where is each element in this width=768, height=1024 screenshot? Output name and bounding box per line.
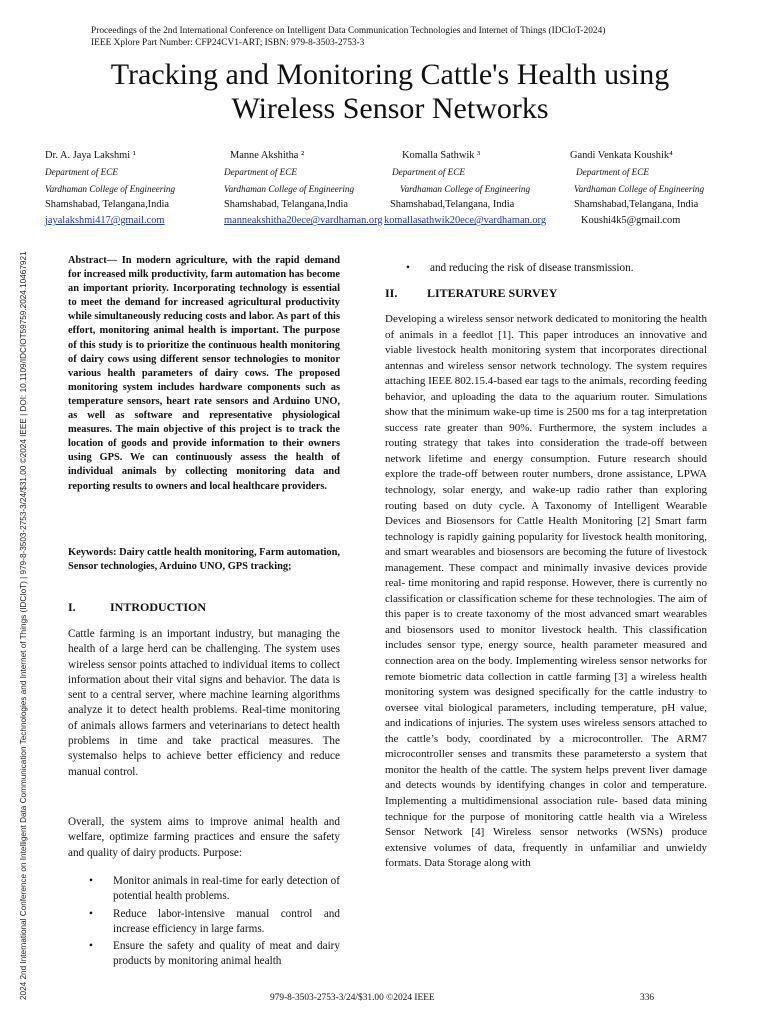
- bullet-icon: •: [89, 940, 93, 953]
- author-dept: Department of ECE: [392, 167, 465, 178]
- paper-title: [40, 58, 740, 126]
- author-email-link[interactable]: jayalakshmi417@gmail.com: [45, 215, 165, 227]
- literature-survey-paragraph: Developing a wireless sensor network dedicated to monitoring the health of animals in a feedlot [1]. This paper introduces an innovative and viable livestock health monitoring system that incorporates directional antennas and wireless sensor network technology. The system requires attaching IEEE 802.15.4-based ear tags to the animals, recording feeding behavior, and uploading the data to the aquarium router. Simulations show that the minimum wake-up time is 2500 ms for a tag interpretation success rate greater than 90%. Furthermore, the system includes a routing strategy that takes into consideration the trade-off between network lifetime and energy consumption. Future research should explore the trade-off between router numbers, drone assistance, LPWA technology, solar energy, and wake-up radio rather than exploring routing based on duty cycle. A Taxonomy of Intelligent Wearable Devices and Biosensors for Cattle Health Monitoring [2] Smart farm technology is rapidly gaining popularity for livestock health monitoring, and smart wearables and biosensors are becoming the future of livestock management. These compact and minimally invasive devices provide real- time monitoring and rapid response. However, there is currently no classification or classification scheme for these technologies. The aim of this paper is to create taxonomy of the most advanced smart wearables and biosensors used to monitor livestock health. This classification includes sensor type, energy source, health parameter measured and connection area on the body. Implementing wireless sensor networks for remote biometric data collection in cattle farming [3] a wireless health monitoring system was designed specifically for the cattle industry to oversee vital biological parameters, including temperature, pH value, and indications of injuries. The system uses wireless sensors attached to the cattle’s body, coordinated by a microcontroller. The ARM7 microcontroller senses and transmits these parametersto a system that monitor the health of the cattle. The system helps prevent liver damage and detects wounds by identifying changes in color and temperature. Implementing a multidimensional association rule- based data mining technique for the purpose of monitoring cattle health via a Wireless Sensor Network [4] Wireless sensor networks (WSNs) produce extensive volumes of data, frequently in unfamiliar and unwieldy formats. Data Storage along with: [385, 313, 707, 870]
- author-location: Shamshabad,Telangana, India: [390, 198, 515, 210]
- bullet-icon: •: [89, 875, 93, 887]
- author-email-link[interactable]: manneakshitha20ece@vardhaman.org: [224, 215, 383, 227]
- section-title: INTRODUCTION: [110, 600, 207, 614]
- list-item: • Monitor animals in real-time for early detection of potential health problems.: [89, 875, 340, 903]
- conference-header: [91, 25, 605, 49]
- title-line-1: Tracking and Monitoring Cattle's Health using: [110, 58, 670, 91]
- abstract: Abstract— In modern agriculture, with the rapid demand for increased milk productivity, farm automation has become an important priority. Incorporating technology is essential to meet the demand for increased agricultural productivity while simultaneously reducing costs and labor. As part of this effort, monitoring animal health is important. The purpose of this study is to prioritize the continuous health monitoring of dairy cows using different sensor technologies to monitor various health parameters of dairy cows. The proposed monitoring system includes hardware components such as temperature sensors, heart rate sensors and Arduino UNO, as well as software and representative physiological measures. The main objective of this project is to track the location of goods and provide information to their owners using GPS. We can continuously assess the health of individual animals by collecting monitoring data and reporting results to owners and local healthcare providers.: [68, 255, 340, 492]
- footer-copyright: 979-8-3503-2753-3/24/$31.00 ©2024 IEEE: [270, 993, 435, 1003]
- author-college: Vardhaman College of Engineering: [224, 183, 355, 194]
- list-item: • and reducing the risk of disease transmission.: [385, 261, 707, 276]
- continued-list: [385, 261, 707, 278]
- section-heading-literature-survey: [385, 286, 557, 301]
- keywords: Keywords: Dairy cattle health monitoring, Farm automation, Sensor technologies, Arduino UNO, GPS tracking;: [68, 547, 340, 573]
- section-heading-introduction: [68, 600, 206, 615]
- bullet-icon: •: [406, 262, 410, 274]
- author-dept: Department of ECE: [45, 167, 118, 178]
- author-college: Vardhaman College of Engineering: [574, 183, 705, 194]
- header-line-1: Proceedings of the 2nd International Conference on Intelligent Data Communication Technologies and Internet of Things (IDCIoT-2024): [91, 26, 606, 36]
- page-number: 336: [640, 993, 655, 1003]
- list-item: • Ensure the safety and quality of meat and dairy products by monitoring animal health: [89, 940, 340, 968]
- intro-paragraph-2: Overall, the system aims to improve animal health and welfare, optimize farming practices and ensure the safety and quality of dairy products. Purpose:: [68, 816, 340, 859]
- author-location: Shamshabad, Telangana,India: [224, 198, 349, 210]
- sidebar-doi-text: 2024 2nd International Conference on Intelligent Data Communication Technologies and Internet of Things (IDCIoT) | 979-8-3503-2753-3/24/$31.00 ©2024 IEEE | DOI: 10.1109/IDCIOT59759.2024.10467921: [19, 251, 28, 1000]
- author-dept: Department of ECE: [576, 167, 649, 178]
- author-dept: Department of ECE: [224, 167, 297, 178]
- author-block-2: [224, 148, 383, 229]
- author-location: Shamshabad,Telangana, India: [574, 198, 699, 210]
- section-title: LITERATURE SURVEY: [427, 286, 558, 300]
- purpose-list: [68, 874, 340, 972]
- author-college: Vardhaman College of Engineering: [45, 183, 176, 194]
- title-line-2: Wireless Sensor Networks: [231, 92, 549, 125]
- author-name: Dr. A. Jaya Lakshmi ¹: [45, 150, 136, 161]
- author-block-4: [570, 148, 704, 229]
- author-location: Shamshabad, Telangana,India: [45, 198, 170, 210]
- author-block-3: [386, 148, 546, 229]
- bullet-icon: •: [89, 907, 93, 920]
- author-block-1: [45, 148, 175, 229]
- header-line-2: IEEE Xplore Part Number: CFP24CV1-ART; ISBN: 979-8-3503-2753-3: [91, 38, 365, 48]
- section-number: I.: [68, 600, 76, 614]
- author-name: Gandi Venkata Koushik⁴: [570, 150, 673, 161]
- intro-paragraph-1: Cattle farming is an important industry, but managing the health of a large herd can be challenging. The system uses wireless sensor points attached to individual items to collect information about their vital signs and behavior. The data is sent to a central server, where machine learning algorithms analyze it to detect health problems. Real-time monitoring of animals allows farmers and veterinarians to detect health problems in time and take practical measures. The systemalso helps to achieve better efficiency and reduce manual control.: [68, 628, 340, 778]
- author-name: Manne Akshitha ²: [230, 150, 305, 161]
- author-college: Vardhaman College of Engineering: [400, 183, 531, 194]
- author-email-link[interactable]: komallasathwik20ece@vardhaman.org: [384, 215, 547, 227]
- section-number: II.: [385, 286, 398, 300]
- author-name: Komalla Sathwik ³: [402, 150, 481, 161]
- list-item: • Reduce labor-intensive manual control and increase efficiency in large farms.: [89, 907, 340, 935]
- author-email: Koushi4k5@gmail.com: [581, 215, 681, 227]
